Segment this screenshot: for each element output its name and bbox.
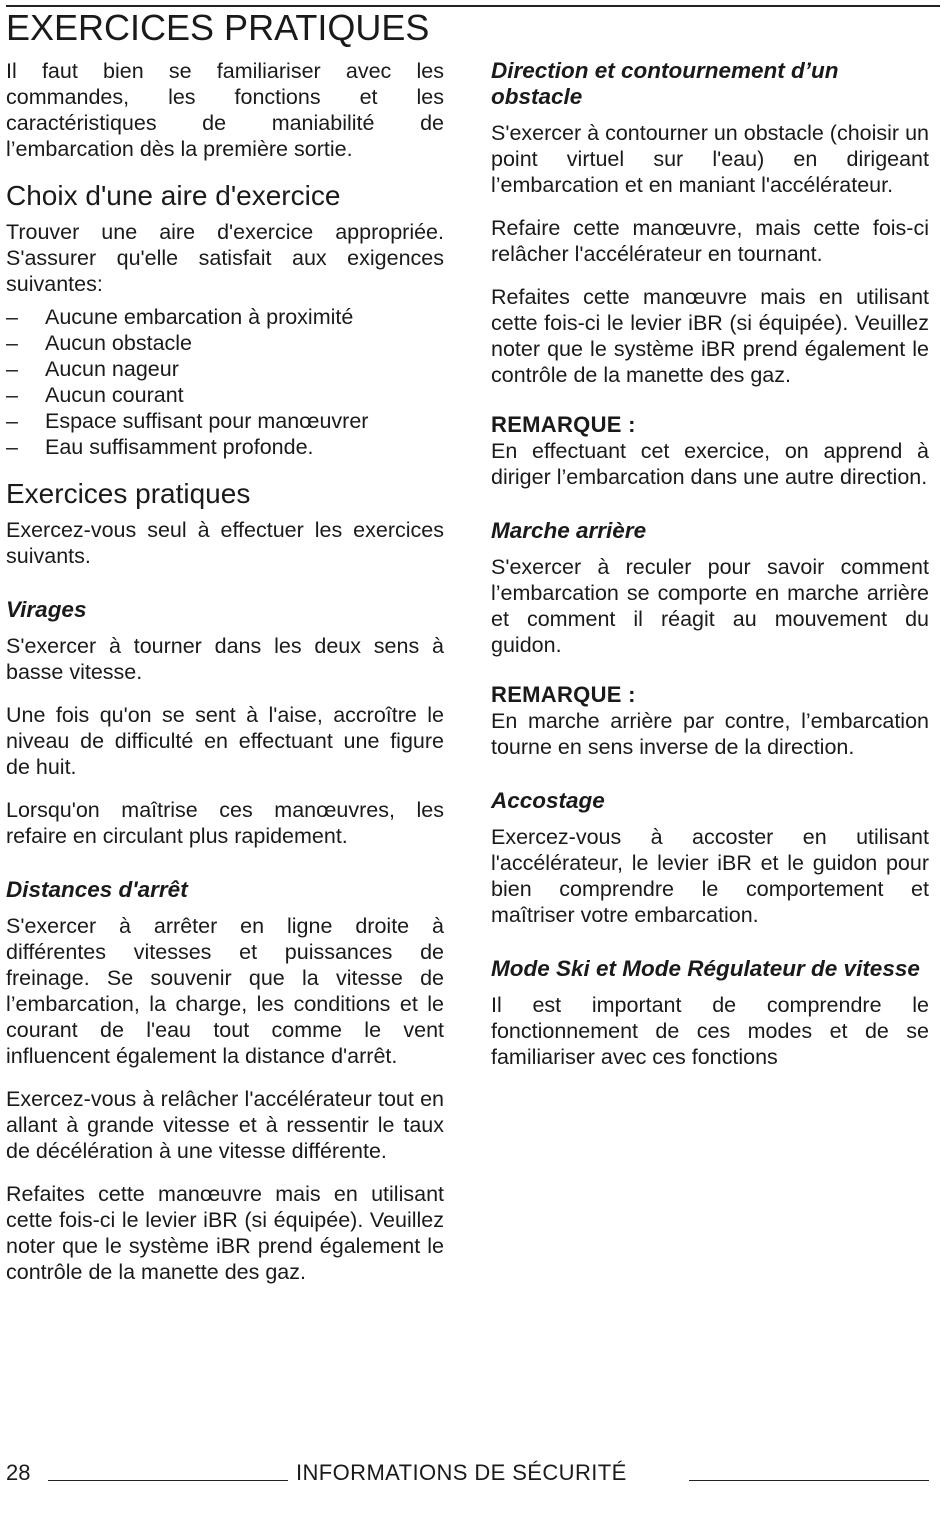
footer-section-title: INFORMATIONS DE SÉCURITÉ <box>296 1460 627 1485</box>
dash-marker: – <box>6 331 18 355</box>
marche-heading: Marche arrière <box>491 518 647 543</box>
remark-label: REMARQUE : <box>491 682 636 707</box>
virages-heading: Virages <box>6 597 87 622</box>
choix-paragraph: Trouver une aire d'exercice appropriée. S'assurer qu'elle satisfait aux exigences suivantes: <box>6 220 444 296</box>
dash-marker: – <box>6 357 18 381</box>
mode-paragraph: Il est important de comprendre le fonctionnement de ces modes et de se familiariser avec ces fonctions <box>491 993 929 1069</box>
virages-paragraph: Une fois qu'on se sent à l'aise, accroître le niveau de difficulté en effectuant une figure de huit. <box>6 703 444 779</box>
dash-marker: – <box>6 383 18 407</box>
requirements-list <box>6 304 444 460</box>
list-item: – Aucune embarcation à proximité <box>6 305 354 329</box>
footer-rule <box>689 1480 929 1481</box>
virages-paragraph: S'exercer à tourner dans les deux sens à basse vitesse. <box>6 634 444 684</box>
choix-heading: Choix d'une aire d'exercice <box>6 180 341 211</box>
left-column <box>6 58 444 1302</box>
virages-paragraph: Lorsqu'on maîtrise ces manœuvres, les refaire en circulant plus rapidement. <box>6 798 444 848</box>
list-item: – Aucun obstacle <box>6 331 193 355</box>
direction-paragraph: Refaire cette manœuvre, mais cette fois-ci relâcher l'accélérateur en tournant. <box>491 216 929 266</box>
exercices-heading: Exercices pratiques <box>6 478 251 509</box>
remark-text: En marche arrière par contre, l’embarcation tourne en sens inverse de la direction. <box>491 709 929 759</box>
list-item: – Espace suffisant pour manœuvrer <box>6 409 369 433</box>
footer-rule <box>48 1480 288 1481</box>
right-column <box>491 58 929 1087</box>
list-item: – Eau suffisamment profonde. <box>6 435 314 459</box>
remark-text: En effectuant cet exercice, on apprend à diriger l’embarcation dans une autre direction. <box>491 439 929 489</box>
list-item: – Aucun nageur <box>6 357 179 381</box>
intro-paragraph: Il faut bien se familiariser avec les commandes, les fonctions et les caractéristiques de maniabilité de l’embarcation dès la première sortie. <box>6 59 444 161</box>
page-title: EXERCICES PRATIQUES <box>6 7 430 48</box>
marche-paragraph: S'exercer à reculer pour savoir comment l’embarcation se comporte en marche arrière et comment il réagit au mouvement du guidon. <box>491 555 929 657</box>
page-footer <box>6 1458 930 1488</box>
distances-heading: Distances d'arrêt <box>6 877 188 902</box>
exercices-paragraph: Exercez-vous seul à effectuer les exercices suivants. <box>6 518 444 568</box>
distances-paragraph: Refaites cette manœuvre mais en utilisant cette fois-ci le levier iBR (si équipée). Veuillez noter que le système iBR prend également le contrôle de la manette des gaz. <box>6 1182 444 1284</box>
direction-paragraph: S'exercer à contourner un obstacle (choisir un point virtuel sur l'eau) en dirigeant l’embarcation et en maniant l'accélérateur. <box>491 121 929 197</box>
remark-label: REMARQUE : <box>491 412 636 437</box>
mode-heading: Mode Ski et Mode Régulateur de vitesse <box>491 956 920 981</box>
list-item: – Aucun courant <box>6 383 184 407</box>
accostage-paragraph: Exercez-vous à accoster en utilisant l'accélérateur, le levier iBR et le guidon pour bien comprendre le comportement et maîtriser votre embarcation. <box>491 825 929 927</box>
distances-paragraph: S'exercer à arrêter en ligne droite à différentes vitesses et puissances de freinage. Se souvenir que la vitesse de l’embarcation, la charge, les conditions et le courant de l'eau tout comme le vent influencent également la distance d'arrêt. <box>6 914 444 1068</box>
dash-marker: – <box>6 435 18 459</box>
dash-marker: – <box>6 409 18 433</box>
dash-marker: – <box>6 305 18 329</box>
accostage-heading: Accostage <box>491 788 605 813</box>
direction-heading: Direction et contournement d’un obstacle <box>491 58 839 109</box>
direction-paragraph: Refaites cette manœuvre mais en utilisant cette fois-ci le levier iBR (si équipée). Veuillez noter que le système iBR prend également le contrôle de la manette des gaz. <box>491 285 929 387</box>
distances-paragraph: Exercez-vous à relâcher l'accélérateur tout en allant à grande vitesse et à ressentir le taux de décélération à une vitesse différente. <box>6 1087 444 1163</box>
page-number: 28 <box>6 1460 31 1485</box>
